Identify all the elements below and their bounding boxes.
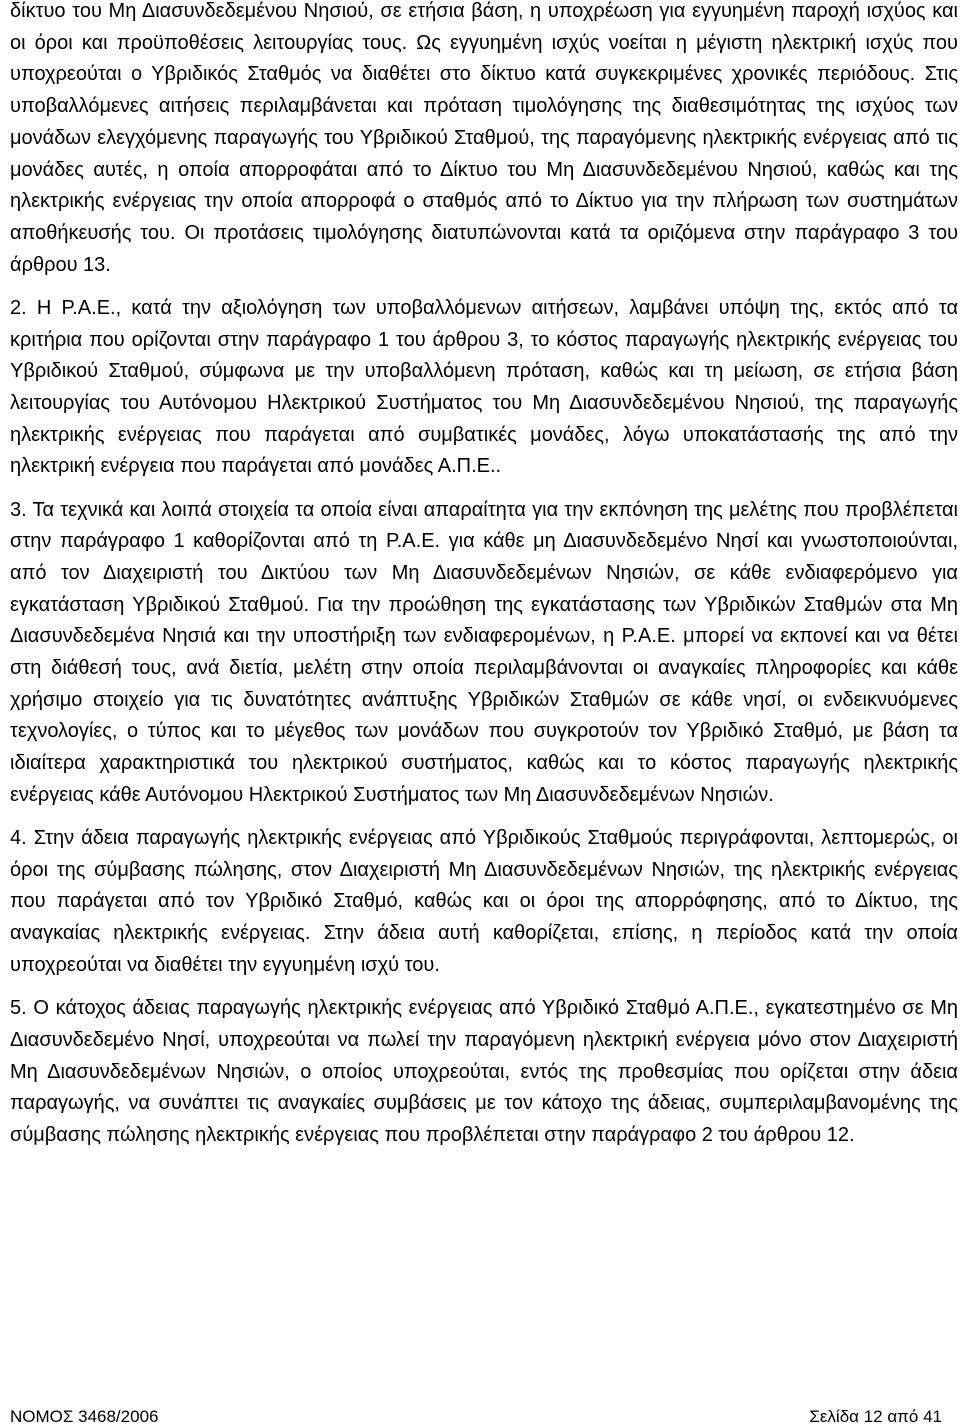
paragraph-2: 2. Η Ρ.Α.Ε., κατά την αξιολόγηση των υποβαλλόμενων αιτήσεων, λαμβάνει υπόψη της, εκτός από τα κριτήρια που ορίζονται στην παράγραφο 1 του άρθρου 3, το κόστος παραγωγής ηλεκτρικής ενέργειας του Υβριδικού Σταθμού, σύμφωνα με την υποβαλλόμενη πρόταση, καθώς και τη μείωση, σε ετήσια βάση λειτουργίας του Αυτόνομου Ηλεκτρικού Συστήματος του Μη Διασυνδεδεμένου Νησιού, της παραγωγής ηλεκτρικής ενέργειας που παράγεται από συμβατικές μονάδες, λόγω υποκατάστασής της από την ηλεκτρική ενέργεια που παράγεται από μονάδες Α.Π.Ε..: [10, 296, 958, 478]
paragraph-4: 4. Στην άδεια παραγωγής ηλεκτρικής ενέργειας από Υβριδικούς Σταθμούς περιγράφονται, λεπτομερώς, οι όροι της σύμβασης πώλησης, στον Διαχειριστή Μη Διασυνδεδεμένων Νησιών, της ηλεκτρικής ενέργειας που παράγεται από τον Υβριδικό Σταθμό, καθώς και οι όροι της απορρόφησης, από το Δίκτυο, της αναγκαίας ηλεκτρικής ενέργειας. Στην άδεια αυτή καθορίζεται, επίσης, η περίοδος κατά την οποία υποχρεούται να διαθέτει την εγγυημένη ισχύ του.: [10, 827, 958, 976]
document-body: [10, 0, 958, 1163]
footer-law-title: ΝΟΜΟΣ 3468/2006: [10, 1407, 159, 1426]
footer-page-number: Σελίδα 12 από 41: [809, 1407, 942, 1426]
paragraph-5: 5. Ο κάτοχος άδειας παραγωγής ηλεκτρικής ενέργειας από Υβριδικό Σταθμό Α.Π.Ε., εγκατεστημένο σε Μη Διασυνδεδεμένο Νησί, υποχρεούται να πωλεί την παραγόμενη ηλεκτρική ενέργεια μόνο στον Διαχειριστή Μη Διασυνδεδεμένων Νησιών, ο οποίος υποχρεούται, εντός της προθεσμίας που ορίζεται στην άδεια παραγωγής, να συνάπτει τις αναγκαίες συμβάσεις με τον κάτοχο της άδειας, συμπεριλαμβανομένης της σύμβασης πώλησης ηλεκτρικής ενέργειας που προβλέπεται στην παράγραφο 2 του άρθρου 12.: [10, 997, 958, 1146]
paragraph-3: 3. Τα τεχνικά και λοιπά στοιχεία τα οποία είναι απαραίτητα για την εκπόνηση της μελέτης που προβλέπεται στην παράγραφο 1 καθορίζονται από τη Ρ.Α.Ε. για κάθε μη Διασυνδεδεμένο Νησί και γνωστοποιούνται, από τον Διαχειριστή του Δικτύου των Μη Διασυνδεδεμένων Νησιών, σε κάθε ενδιαφερόμενο για εγκατάσταση Υβριδικού Σταθμού. Για την προώθηση της εγκατάστασης των Υβριδικών Σταθμών στα Μη Διασυνδεδεμένα Νησιά και την υποστήριξη των ενδιαφερομένων, η Ρ.Α.Ε. μπορεί να εκπονεί και να θέτει στη διάθεσή τους, ανά διετία, μελέτη στην οποία περιλαμβάνονται οι αναγκαίες πληροφορίες και κάθε χρήσιμο στοιχείο για τις δυνατότητες ανάπτυξης Υβριδικών Σταθμών σε κάθε νησί, οι ενδεικνυόμενες τεχνολογίες, ο τύπος και το μέγεθος των μονάδων που συγκροτούν τον Υβριδικό Σταθμό, με βάση τα ιδιαίτερα χαρακτηριστικά του ηλεκτρικού συστήματος, καθώς και το κόστος παραγωγής ηλεκτρικής ενέργειας κάθε Αυτόνομου Ηλεκτρικού Συστήματος των Μη Διασυνδεδεμένων Νησιών.: [10, 498, 958, 806]
paragraph-continuation: δίκτυο του Μη Διασυνδεδεμένου Νησιού, σε ετήσια βάση, η υποχρέωση για εγγυημένη παροχή ισχύος και οι όροι και προϋποθέσεις λειτουργίας τους. Ως εγγυημένη ισχύς νοείται η μέγιστη ηλεκτρική ισχύς που υποχρεούται ο Υβριδικός Σταθμός να διαθέτει στο δίκτυο κατά συγκεκριμένες χρονικές περιόδους. Στις υποβαλλόμενες αιτήσεις περιλαμβάνεται και πρόταση τιμολόγησης της διαθεσιμότητας της ισχύος των μονάδων ελεγχόμενης παραγωγής του Υβριδικού Σταθμού, της παραγόμενης ηλεκτρικής ενέργειας από τις μονάδες αυτές, η οποία απορροφάται από το Δίκτυο του Μη Διασυνδεδεμένου Νησιού, καθώς και της ηλεκτρικής ενέργειας την οποία απορροφά ο σταθμός από το Δίκτυο για την πλήρωση των συστημάτων αποθήκευσής του. Οι προτάσεις τιμολόγησης διατυπώνονται κατά τα οριζόμενα στην παράγραφο 3 του άρθρου 13.: [10, 0, 958, 276]
page-footer: [10, 1406, 942, 1428]
